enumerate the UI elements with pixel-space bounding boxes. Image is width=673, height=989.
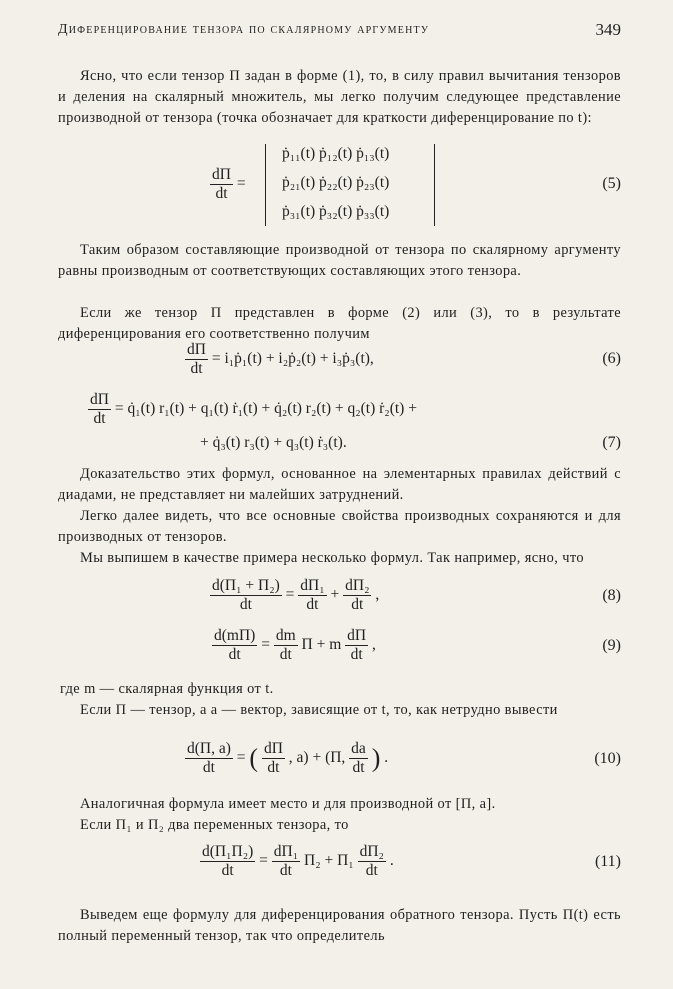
eq8-lhs-fraction: $\frac{\text{d(П₁ + П₂)}}{dt}$ [212,577,280,613]
eq10-lhs-fraction: $\frac{d(П, a)}{dt}$ [187,740,231,776]
eq5-row-3: ṗ₃₁(t) ṗ₃₂(t) ṗ₃₃(t) [282,203,390,220]
eq8-rhs1-fraction: $\frac{\text{dП₁}}{dt}$ [300,577,325,613]
paragraph-5: Легко далее видеть, что все основные свойства производных сохраняются и для производных от тензоров. [58,508,621,545]
eq5-lhs-fraction: $\frac{dП}{dt}$ [212,166,231,202]
eq11-number: (11) [594,853,621,870]
eq8-rhs2-fraction: $\frac{\text{dП₂}}{dt}$ [345,577,370,613]
paragraph-2: Таким образом составляющие производной от тензора по скалярному аргументу равны производным от соответствующих составляющих этого тензора. [58,242,621,279]
eq6-rhs: = i₁ṗ₁(t) + i₂ṗ₂(t) + i₃ṗ₃(t), [211,350,374,368]
eq11-rhs1-fraction: $\frac{\text{dП₁}}{dt}$ [273,843,299,879]
eq7-rhs-line-2: + q̇₃(t) r₃(t) + q₃(t) ṙ₃(t). [200,434,347,451]
eq10-rhs1-fraction: $\frac{dП}{dt}$ [263,740,283,776]
eq5-equals: = [236,175,246,193]
paragraph-3: Если же тензор П представлен в форме (2) или (3), то в результате диференцирования его соответственно получим [58,305,621,342]
eq10-rhs2-fraction: $\frac{da}{dt}$ [351,740,366,776]
paragraph-11: Выведем еще формулу для диференцирования обратного тензора. Пусть П(t) есть полный переменный тензор, так что определитель [58,907,621,944]
eq6-lhs-fraction: $\frac{dП}{dt}$ [187,341,206,377]
eq7-number: (7) [602,434,621,451]
eq5-row-1: ṗ₁₁(t) ṗ₁₂(t) ṗ₁₃(t) [282,145,390,162]
paragraph-10: Если П₁ и П₂ два переменных тензора, то [80,817,349,833]
paragraph-1: Ясно, что если тензор П задан в форме (1), то, в силу правил вычитания тензоров и деления на скалярный множитель, мы легко получим следующее представление производной от тензора (точка обозначает для краткости диференцирование по t): [58,68,621,126]
paragraph-9: Аналогичная формула имеет место и для производной от [П, a]. [80,796,496,812]
paragraph-7: где m — скалярная функция от t. [60,681,274,697]
paragraph-6: Мы выпишем в качестве примера несколько формул. Так например, ясно, что [80,550,584,566]
eq5-row-2: ṗ₂₁(t) ṗ₂₂(t) ṗ₂₃(t) [282,174,390,191]
eq11-lhs-fraction: $\frac{\text{d(П₁П₂)}}{dt}$ [202,843,254,879]
paragraph-8: Если П — тензор, а a — вектор, зависящие от t, то, как нетрудно вывести [80,702,558,718]
eq5-right-bar [434,144,435,226]
eq10-number: (10) [594,750,621,767]
eq9-rhs1-fraction: $\frac{dm}{dt}$ [275,627,296,663]
page-number: 349 [595,20,621,39]
paragraph-4: Доказательство этих формул, основанное на элементарных правилах действий с диадами, не представляет ни малейших затруднений. [58,466,621,503]
eq7-rhs-line-1: = q̇₁(t) r₁(t) + q₁(t) ṙ₁(t) + q̇₂(t) r₂(t) + q₂(t) ṙ₂(t) + [114,400,417,418]
running-header [58,20,621,44]
eq8-number: (8) [602,587,621,604]
eq9-number: (9) [602,637,621,654]
eq9-rhs2-fraction: $\frac{dП}{dt}$ [347,627,367,663]
header-title: Диференцирование тензора по скалярному аргументу [58,22,430,37]
eq5-number: (5) [602,175,621,192]
eq6-number: (6) [602,350,621,367]
eq9-lhs-fraction: $\frac{d(mП)}{dt}$ [214,627,256,663]
eq11-rhs2-fraction: $\frac{\text{dП₂}}{dt}$ [359,843,384,879]
eq7-lhs-fraction: $\frac{dП}{dt}$ [90,391,109,427]
eq5-left-bar [265,144,266,226]
book-page: Диференцирование тензора по скалярному аргументу 349 Ясно, что если тензор П задан в форме (1), то, в силу правил вычитания тензоров и деления на скалярный множитель, мы легко получим следующее представление производной от тензора (точка обозначает для краткости диференцирование по t): $\frac{dП}{dt}$ = ṗ₁₁(t) ṗ₁₂(t) ṗ₁₃(t) ṗ₂₁(t) ṗ₂₂(t) ṗ₂₃(t) ṗ₃₁(t) ṗ₃₂(t) ṗ₃₃(t) (5) Таким образом составляющие производной от тензора по скалярному аргументу равны производным от соответствующих составляющих этого тензора. Если же тензор П представлен в форме (2) или (3), то в результате диференцирования его соответственно получим $\frac{dП}{dt}$ = i₁ṗ₁(t) + i₂ṗ₂(t) + i₃ṗ₃(t), (6) $\frac{dП}{dt}$ = q̇₁(t) r₁(t) + q₁(t) ṙ₁(t) + q̇₂(t) r₂(t) + q₂(t) ṙ₂(t) + + q̇₃(t) r₃(t) + q₃(t) ṙ₃(t). (7) Доказательство этих формул, основанное на элементарных правилах действий с диадами, не представляет ни малейших затруднений. Легко далее видеть, что все основные свойства производных сохраняются и для производных от тензоров. Мы выпишем в качестве примера несколько формул. Так например, ясно, что $\frac{\text{d(П₁ + П₂)}}{dt}$ = $\frac{\text{dП₁}}{dt}$ + $\frac{\text{dП₂}}{dt}$ , (8) $\frac{d(mП)}{dt}$ = $\frac{dm}{dt}$ П + m $\frac{dП}{dt}$ , (9) где m — скалярная функция от t. Если П — тензор, а a — вектор, зависящие от t, то, как нетрудно вывести $\frac{d(П, a)}{dt}$ = ( $\frac{dП}{dt}$ , a) + (П, $\frac{da}{dt}$ ) . (10) Аналогичная формула имеет место и для производной от [П, a]. Если П₁ и П₂ два переменных тензора, то $\frac{\text{d(П₁П₂)}}{dt}$ = $\frac{\text{dП₁}}{dt}$ П₂ + П₁ $\frac{\text{dП₂}}{dt}$ . (11) Выведем еще формулу для диференцирования обратного тензора. Пусть П(t) есть полный переменный тензор, так что определитель [0,0,673,989]
